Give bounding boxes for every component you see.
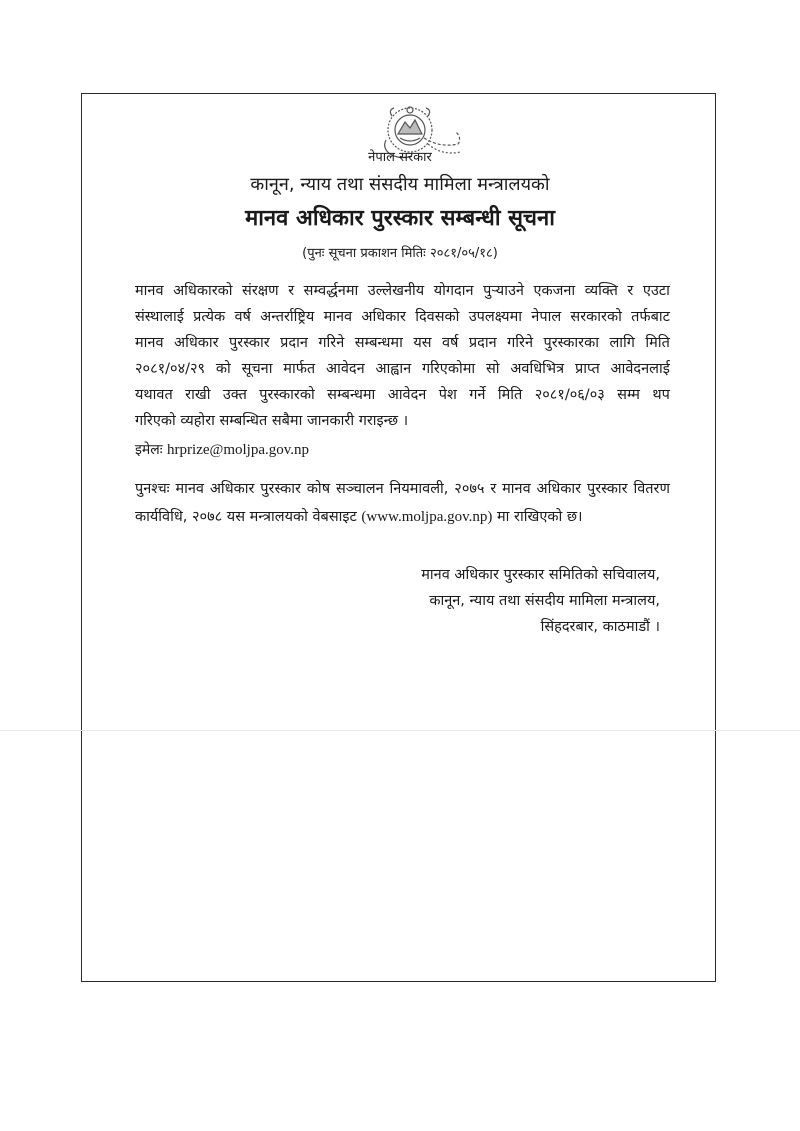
signoff-address: सिंहदरबार, काठमाडौं । bbox=[540, 619, 660, 635]
email-label: इमेलः bbox=[135, 442, 163, 458]
notice-title: मानव अधिकार पुरस्कार सम्बन्धी सूचना bbox=[245, 206, 555, 231]
note-line-2 bbox=[135, 503, 670, 531]
ministry-name: कानून, न्याय तथा संसदीय मामिला मन्त्रालयको bbox=[250, 174, 550, 195]
body-line: यथावत राखी उक्त पुरस्कारको सम्बन्धमा आवेदन पेश गर्ने मिति २०८१/०६/०३ सम्म थप bbox=[135, 387, 670, 403]
republish-date-note: (पुनः सूचना प्रकाशन मितिः २०८१/०५/१८) bbox=[302, 246, 498, 261]
body-line: २०८१/०४/२९ को सूचना मार्फत आवेदन आह्वान गरिएकोमा सो अवधिभित्र प्राप्त आवेदनलाई bbox=[135, 361, 670, 377]
government-name: नेपाल सरकार bbox=[368, 150, 432, 165]
email-line bbox=[135, 440, 309, 460]
body-line: संस्थालाई प्रत्येक वर्ष अन्तर्राष्ट्रिय मानव अधिकार दिवसको उपलक्ष्यमा नेपाल सरकारको तर्फबाट bbox=[135, 309, 670, 325]
issuer-signoff bbox=[360, 562, 660, 640]
postscript-note bbox=[135, 475, 670, 531]
body-line: गरिएको व्यहोरा सम्बन्धित सबैमा जानकारी गराइन्छ । bbox=[135, 413, 409, 429]
body-line: मानव अधिकारको संरक्षण र सम्वर्द्धनमा उल्लेखनीय योगदान पुऱ्याउने एकजना व्यक्ति र एउटा bbox=[135, 283, 670, 299]
note-line-1: पुनश्चः मानव अधिकार पुरस्कार कोष सञ्चालन नियमावली, २०७५ र मानव अधिकार पुरस्कार वितरण bbox=[135, 481, 670, 497]
body-line: मानव अधिकार पुरस्कार प्रदान गरिने सम्बन्धमा यस वर्ष प्रदान गरिने पुरस्कारका लागि मिति bbox=[135, 335, 670, 351]
notice-body bbox=[135, 278, 670, 434]
website-link[interactable]: (www.moljpa.gov.np) bbox=[361, 509, 493, 525]
email-address-link[interactable]: hrprize@moljpa.gov.np bbox=[167, 442, 310, 458]
signoff-ministry: कानून, न्याय तथा संसदीय मामिला मन्त्रालय, bbox=[429, 593, 660, 609]
signoff-secretariat: मानव अधिकार पुरस्कार समितिको सचिवालय, bbox=[421, 567, 660, 583]
note-line-2-suffix: मा राखिएको छ। bbox=[496, 509, 583, 525]
note-line-2-prefix: कार्यविधि, २०७८ यस मन्त्रालयको वेबसाइट bbox=[135, 509, 357, 525]
scan-fold-line bbox=[0, 730, 800, 731]
